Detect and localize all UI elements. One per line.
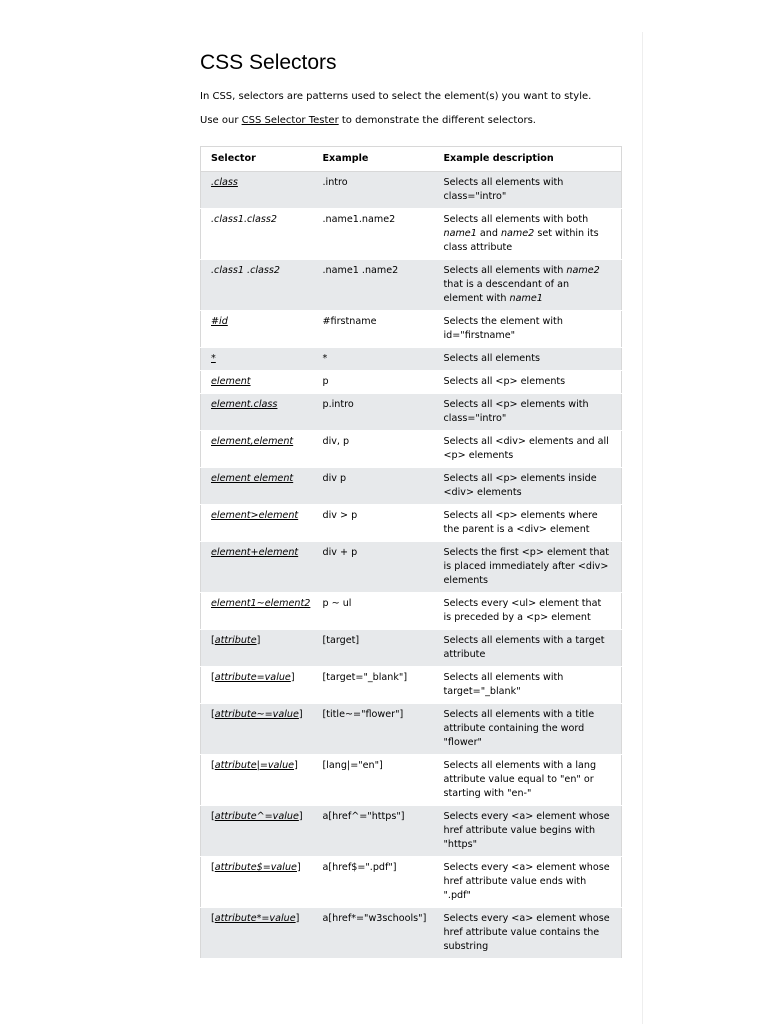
selector-cell (201, 667, 313, 704)
selector-text: [ (211, 913, 215, 924)
description-cell: Selects all <p> elements (434, 371, 622, 394)
table-row (201, 209, 622, 260)
selector-link[interactable]: * (211, 353, 216, 364)
description-text: that is a descendant of an element with (443, 279, 570, 304)
selector-cell (201, 505, 313, 542)
main-content (200, 48, 621, 959)
selector-text: [ (211, 635, 215, 646)
selector-link[interactable]: .class (211, 177, 238, 188)
table-row (201, 755, 622, 806)
description-text: set within its class attribute (443, 228, 599, 253)
selector-cell (201, 431, 313, 468)
table-row (201, 542, 622, 593)
description-cell: Selects the first <p> element that is placed immediately after <div> elements (434, 542, 622, 593)
table-header-row (201, 147, 622, 172)
selector-link[interactable]: element1~element2 (211, 598, 311, 609)
description-cell (434, 260, 622, 311)
selector-text: ] (295, 913, 300, 924)
example-cell: .name1.name2 (313, 209, 434, 260)
selector-text: [ (211, 709, 215, 720)
table-row (201, 371, 622, 394)
description-cell (434, 209, 622, 260)
header-example: Example (313, 147, 434, 172)
selector-text: ] (298, 709, 303, 720)
selector-link[interactable]: element+element (211, 547, 299, 558)
description-emphasis: name2 (566, 265, 600, 276)
example-cell: [target] (313, 630, 434, 667)
description-cell: Selects all elements with target="_blank" (434, 667, 622, 704)
table-row (201, 806, 622, 857)
example-cell: div, p (313, 431, 434, 468)
selector-link[interactable]: attribute*=value (214, 913, 296, 924)
selector-cell (201, 394, 313, 431)
description-cell: Selects all <p> elements with class="intro" (434, 394, 622, 431)
selector-text: ] (256, 635, 261, 646)
table-row (201, 630, 622, 667)
selector-link[interactable]: attribute$=value (214, 862, 297, 873)
example-cell: a[href$=".pdf"] (313, 857, 434, 908)
description-emphasis: name1 (509, 293, 543, 304)
selector-cell (201, 468, 313, 505)
table-row (201, 172, 622, 209)
example-cell: div > p (313, 505, 434, 542)
selector-cell (201, 857, 313, 908)
selector-text: [ (211, 862, 215, 873)
page-title: CSS Selectors (200, 51, 337, 74)
selector-cell (201, 593, 313, 630)
description-cell: Selects every <a> element whose href attribute value begins with "https" (434, 806, 622, 857)
selector-cell (201, 260, 313, 311)
css-selector-tester-link[interactable]: CSS Selector Tester (241, 115, 339, 126)
table-row (201, 593, 622, 630)
selector-link[interactable]: attribute (214, 635, 257, 646)
header-selector: Selector (201, 147, 313, 172)
intro-text: In CSS, selectors are patterns used to select the element(s) you want to style. (200, 91, 592, 102)
selector-link[interactable]: attribute|=value (214, 760, 295, 771)
selector-text: ] (296, 862, 301, 873)
example-cell: .intro (313, 172, 434, 209)
selector-link[interactable]: attribute~=value (214, 709, 299, 720)
table-row (201, 468, 622, 505)
table-row (201, 431, 622, 468)
description-cell: Selects all elements with a title attribute containing the word "flower" (434, 704, 622, 755)
selector-link[interactable]: element>element (211, 510, 299, 521)
page-divider (642, 32, 643, 1024)
example-cell: [title~="flower"] (313, 704, 434, 755)
table-row (201, 704, 622, 755)
example-cell: div + p (313, 542, 434, 593)
selector-link[interactable]: element,element (211, 436, 294, 447)
selector-cell (201, 348, 313, 371)
table-row (201, 394, 622, 431)
selector-text: ] (294, 760, 298, 771)
selector-cell (201, 806, 313, 857)
description-cell: Selects every <a> element whose href attribute value ends with ".pdf" (434, 857, 622, 908)
description-cell: Selects all elements with a target attribute (434, 630, 622, 667)
header-description: Example description (434, 147, 622, 172)
description-cell: Selects all elements with a lang attribute value equal to "en" or starting with "en-" (434, 755, 622, 806)
tester-text (200, 114, 621, 128)
selector-text: [ (211, 811, 215, 822)
table-row (201, 667, 622, 704)
selector-cell (201, 209, 313, 260)
description-text: Selects all elements with both (443, 214, 589, 225)
selector-cell (201, 371, 313, 394)
table-row (201, 505, 622, 542)
description-cell: Selects the element with id="firstname" (434, 311, 622, 348)
selector-text: .class1 .class2 (211, 265, 280, 276)
selector-cell (201, 172, 313, 209)
selector-link[interactable]: attribute=value (214, 672, 291, 683)
example-cell: p (313, 371, 434, 394)
selector-text: [ (211, 760, 215, 771)
table-row (201, 260, 622, 311)
selector-cell (201, 311, 313, 348)
example-cell: * (313, 348, 434, 371)
table-row (201, 908, 622, 959)
example-cell: div p (313, 468, 434, 505)
selector-cell (201, 908, 313, 959)
example-cell: p.intro (313, 394, 434, 431)
selector-text: [ (211, 672, 215, 683)
selector-cell (201, 630, 313, 667)
tester-text-after: to demonstrate the different selectors. (338, 115, 536, 126)
example-cell: a[href^="https"] (313, 806, 434, 857)
selector-text: .class1.class2 (211, 214, 277, 225)
description-cell: Selects every <a> element whose href attribute value contains the substring (434, 908, 622, 959)
selector-link[interactable]: element (211, 376, 251, 387)
description-emphasis: name2 (500, 228, 535, 239)
description-emphasis: name1 (443, 228, 477, 239)
example-cell: [target="_blank"] (313, 667, 434, 704)
selector-link[interactable]: element.class (211, 399, 278, 410)
example-cell: #firstname (313, 311, 434, 348)
description-cell: Selects every <ul> element that is preceded by a <p> element (434, 593, 622, 630)
example-cell: a[href*="w3schools"] (313, 908, 434, 959)
tester-text-before: Use our (200, 115, 242, 126)
selector-link[interactable]: attribute^=value (214, 811, 299, 822)
description-cell: Selects all elements with class="intro" (434, 172, 622, 209)
example-cell: .name1 .name2 (313, 260, 434, 311)
selector-text: ] (298, 811, 303, 822)
example-cell: p ~ ul (313, 593, 434, 630)
example-cell: [lang|="en"] (313, 755, 434, 806)
description-cell: Selects all <div> elements and all <p> elements (434, 431, 622, 468)
selector-cell (201, 755, 313, 806)
description-text: and (476, 228, 501, 239)
selector-text: ] (290, 672, 295, 683)
description-cell: Selects all elements (434, 348, 622, 371)
description-cell: Selects all <p> elements inside <div> elements (434, 468, 622, 505)
selector-link[interactable]: #id (211, 316, 228, 327)
selector-cell (201, 704, 313, 755)
table-row (201, 311, 622, 348)
selector-link[interactable]: element element (211, 473, 294, 484)
selector-cell (201, 542, 313, 593)
selectors-table (200, 146, 622, 959)
description-text: Selects all elements with (443, 265, 567, 276)
table-row (201, 857, 622, 908)
description-cell: Selects all <p> elements where the parent is a <div> element (434, 505, 622, 542)
table-row (201, 348, 622, 371)
